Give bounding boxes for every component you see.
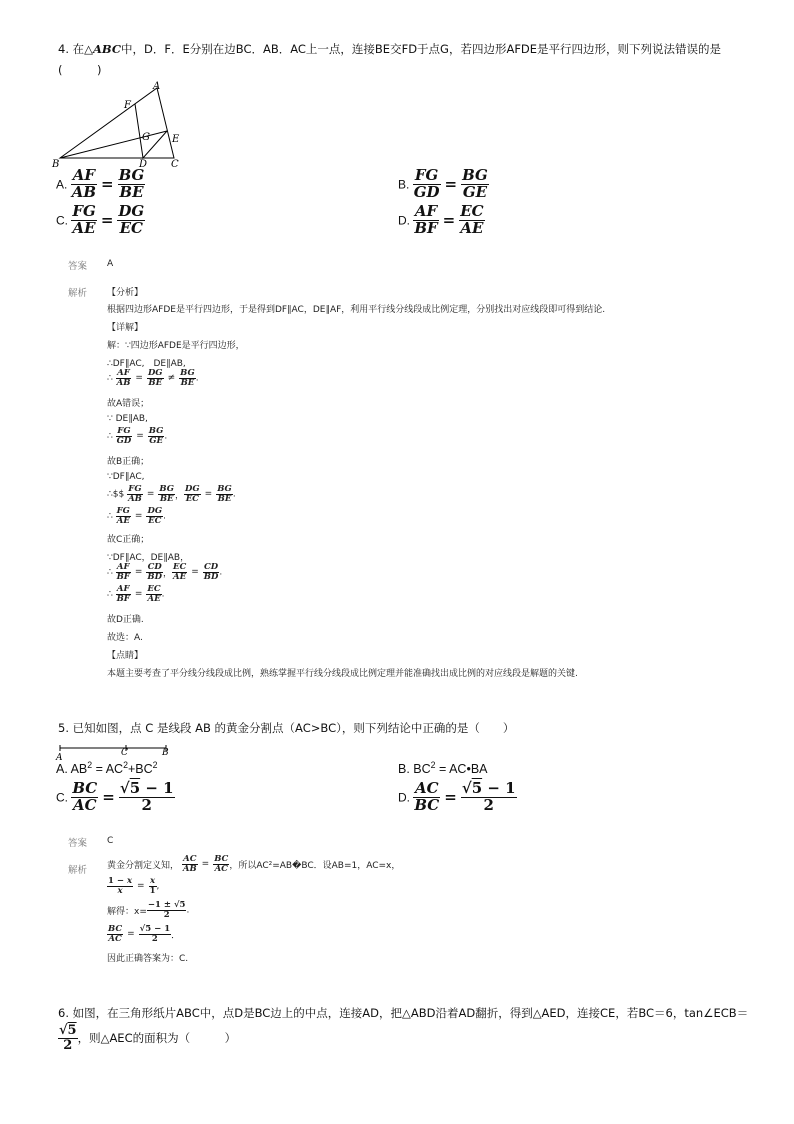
q4-line-3: ∴ $\frac{AF}{AB}$ = $\frac{DG}{BE}$ ≠ $\frac{BG}{BE}$ . [107,368,199,388]
frac-den: BE [180,377,195,388]
q5-stem-text: 已知如图，点 C 是线段 AB 的黄金分割点（AC>BC），则下列结论中正确的是（ ） [72,721,515,735]
q4-analysis-label: 解析 [68,288,88,299]
option-d-label: D. [398,213,410,228]
q4-option-c[interactable]: C. $\frac{FG}{AE}$ = $\frac{DG}{EC}$ [56,202,145,237]
q6-stem [58,1005,748,1021]
frac-num: AF [116,584,130,594]
q4-answer: A [107,259,114,269]
q4-stem-text: 中，D．F．E分别在边BC．AB．AC上一点，连接BE交FD于点G，若四边形AFDE是平行四边形，则下列说法错误的是 [121,42,722,56]
q4-xiangjie-heading: 【详解】 [107,323,144,333]
q4-option-d[interactable]: D. $\frac{AF}{BF}$ = $\frac{EC}{AE}$ [398,202,484,237]
frac-num: BC [214,854,229,864]
frac-num: √5 − 1 [139,924,171,934]
therefore-sign: ∴$$ [107,489,125,500]
seg-label-c: C [121,748,128,758]
frac-den: AE [460,218,484,237]
q4-line-16: 故选：A. [107,633,143,643]
q5-option-a-text: A. AB [56,762,88,777]
superscript: 2 [152,760,158,770]
q4-fenxi-heading: 【分析】 [107,288,144,298]
q6-stem-line-2 [58,1024,236,1052]
frac-num: √5 [59,1023,77,1038]
frac-den: GE [462,182,488,201]
q4-line-17: 本题主要考查了平分线分线段成比例，熟练掌握平行线分线段成比例定理并能准确找出成比例的对应线段是解题的关键. [107,669,578,679]
frac-num: √5 − 1 [119,779,174,797]
frac-den: GE [149,435,163,446]
q4-line-12: ∵DF∥AC，DE∥AB， [107,553,190,563]
fig-label-b: B [52,159,60,170]
q5-stem [58,720,514,736]
q6-stem-text: 如图，在三角形纸片ABC中，点D是BC边上的中点，连接AD，把△ABD沿着AD翻折，得到△AED，连接CE，若BC＝6，tan∠ECB＝ [72,1006,749,1020]
q4-line-7: 故B正确； [107,457,150,467]
q4-paren: ( ) [58,63,102,77]
frac-num: DG [185,484,200,494]
q4-line-9: ∴$$ $\frac{FG}{AB}$ = $\frac{BG}{BE}$ ， $\frac{DG}{EC}$ = $\frac{BG}{BE}$ . [107,484,236,504]
frac-den: EC [185,493,199,504]
q4-line-1: 解：∵四边形AFDE是平行四边形， [107,341,245,351]
frac-den: 2 [58,1038,78,1053]
q4-answer-label: 答案 [68,261,88,272]
frac-num: DG [147,368,163,378]
q4-line-6: ∴ $\frac{FG}{GD}$ = $\frac{BG}{GE}$ . [107,426,168,446]
frac-num: CD [203,562,219,572]
option-d-label: D. [398,790,410,805]
q5-answer: C [107,836,114,846]
therefore-sign: ∴ [107,511,113,522]
q5-option-b-text: B. BC [398,762,431,777]
q4-line-14: ∴ $\frac{AF}{BF}$ = $\frac{EC}{AE}$ . [107,584,165,604]
frac-den: x [107,886,133,896]
frac-num: −1 ± √5 [147,900,186,910]
frac-num: 1 − x [108,876,133,886]
q4-figure [50,78,190,170]
frac-num: AF [116,562,130,572]
q5-analysis-text: 黄金分割定义知， [107,860,180,871]
frac-den: AE [116,515,130,526]
frac-den: AC [73,795,97,814]
frac-num: AC [415,779,439,797]
frac-den: 1 [149,885,156,896]
frac-den: 2 [139,934,171,944]
therefore-sign: ∴ [107,373,113,384]
therefore-sign: ∴ [107,589,113,600]
frac-num: BG [148,426,164,436]
frac-den: BD [147,571,162,582]
q5-analysis-text: ． [171,930,181,941]
frac-num: BG [462,166,488,184]
frac-num: √5 − 1 [461,779,516,797]
q5-segment-figure [54,740,184,762]
q5-option-b[interactable] [398,760,488,776]
q4-line-11: 故C正确； [107,535,150,545]
frac-den: BE [148,377,163,388]
q4-line-15: 故D正确. [107,615,144,625]
frac-den: BF [116,571,130,582]
q5-analysis-line-5: 因此正确答案为：C. [107,954,189,964]
q5-option-a-text: = AC [92,762,124,777]
therefore-sign: ∴ [107,567,113,578]
q5-option-a[interactable] [56,760,158,776]
q5-analysis-line-2: $\frac{1 - x}{x}$ = $\frac{x}{1}$ , [108,876,160,896]
q5-option-c[interactable]: C. $\frac{BC}{AC}$ = $\frac{√5 - 1}{2}$ [56,779,174,814]
frac-num: BG [217,484,232,494]
frac-den: BD [203,571,219,582]
q4-line-4: 故A错误； [107,399,150,409]
q4-stem-prefix: 在△ [72,42,93,56]
fig-label-c: C [171,159,179,170]
frac-den: GD [116,435,132,446]
frac-den: BE [217,493,232,504]
q5-analysis-label: 解析 [68,865,88,876]
fig-label-d: D [139,159,148,170]
superscript: 2 [123,760,128,770]
q6-number: 6. [58,1006,69,1020]
frac-num: EC [147,584,161,594]
frac-num: EC [172,562,187,572]
q5-analysis-line-1: 黄金分割定义知， $\frac{AC}{AB}$ = $\frac{BC}{AC}$ ，所以AC²=AB�BC．设AB=1，AC=x， [107,854,401,874]
segment-be [60,131,167,158]
parallelogram-sides [135,104,167,158]
option-c-label: C. [56,213,68,228]
q5-option-d[interactable]: D. $\frac{AC}{BC}$ = $\frac{√5 - 1}{2}$ [398,779,516,814]
frac-den: AB [116,377,131,388]
frac-den: AE [173,571,187,582]
frac-num: BG [118,166,145,184]
frac-num: FG [414,166,439,184]
q5-number: 5. [58,721,69,735]
q4-line-13: ∴ $\frac{AF}{BF}$ = $\frac{CD}{BD}$ ， $\frac{EC}{AE}$ = $\frac{CD}{BD}$ . [107,562,223,582]
q4-option-a[interactable]: A. $\frac{AF}{AB}$ = $\frac{BG}{BE}$ [56,166,145,201]
q5-analysis-text: ，所以AC²=AB�BC．设AB=1，AC=x， [229,860,401,871]
frac-num: FG [72,202,96,220]
frac-num: AF [414,202,438,220]
frac-num: AF [117,368,130,378]
q5-analysis-line-4: $\frac{BC}{AC}$ = $\frac{√5 - 1}{2}$ ． [108,924,181,944]
q4-fenxi-text: 根据四边形AFDE是平行四边形，于是得到DF∥AC，DE∥AF，利用平行线分线段成比例定理，分别找出对应线段即可得到结论. [107,305,606,315]
frac-den: EC [148,515,162,526]
q4-number: 4. [58,42,69,56]
frac-num: FG [116,506,130,516]
superscript: 2 [430,760,436,770]
frac-den: AC [214,863,228,874]
frac-den: GD [413,182,440,201]
fig-label-g: G [142,132,150,143]
frac-num: DG [147,506,163,516]
frac-den: AB [71,182,97,201]
frac-den: 2 [461,797,517,814]
fig-label-a: A [153,81,161,92]
frac-num: BC [72,779,98,797]
frac-den: BC [414,795,440,814]
q4-stem [58,41,721,57]
frac-den: 2 [147,910,187,920]
frac-num: BG [180,368,195,378]
q4-option-b[interactable]: B. $\frac{FG}{GD}$ = $\frac{BG}{GE}$ [398,166,488,201]
frac-num: FG [128,484,142,494]
frac-num: FG [117,426,131,436]
fig-label-e: E [172,134,180,145]
frac-num: BG [159,484,174,494]
q5-option-a-text: +BC [127,762,153,777]
seg-label-a: A [56,753,63,762]
q4-line-5: ∵ DE∥AB, [107,414,148,424]
frac-den: AE [72,218,96,237]
q5-option-b-text: = AC•BA [435,762,488,777]
frac-den: 2 [119,797,175,814]
frac-num: x [150,876,156,886]
superscript: 2 [87,760,93,770]
frac-num: CD [147,562,162,572]
triangle-abc [60,88,174,158]
q5-answer-label: 答案 [68,838,88,849]
frac-den: BE [159,493,174,504]
frac-num: BC [108,924,123,934]
frac-num: EC [460,202,484,220]
frac-den: AC [108,933,122,944]
seg-label-b: B [162,748,169,758]
frac-den: AB [128,493,142,504]
q5-analysis-line-3: 解得：x= $\frac{-1 \pm √5}{2}$ . [107,900,190,920]
fig-label-f: F [124,100,131,111]
frac-den: AE [147,593,161,604]
q4-stem-triangle: ABC [93,42,122,56]
frac-den: BF [414,218,438,237]
frac-den: EC [117,220,145,237]
frac-den: BF [116,593,130,604]
q6-stem-text: ，则△AEC的面积为（ ） [77,1031,237,1046]
frac-num: DG [118,202,145,220]
frac-den: AB [182,863,197,874]
frac-num: AC [183,854,197,864]
q4-line-8: ∵DF∥AC, [107,472,145,482]
q4-line-10: ∴ $\frac{FG}{AE}$ = $\frac{DG}{EC}$ . [107,506,166,526]
q5-analysis-text: 解得：x= [107,906,147,917]
frac-num: AF [72,166,95,184]
option-a-label: A. [56,177,68,192]
option-c-label: C. [56,790,68,805]
therefore-sign: ∴ [107,431,113,442]
option-b-label: B. [398,177,410,192]
frac-den: BE [119,182,144,201]
q4-line-2: ∴DF∥AC, DE∥AB, [107,359,186,369]
q4-dianjing-heading: 【点睛】 [107,651,144,661]
